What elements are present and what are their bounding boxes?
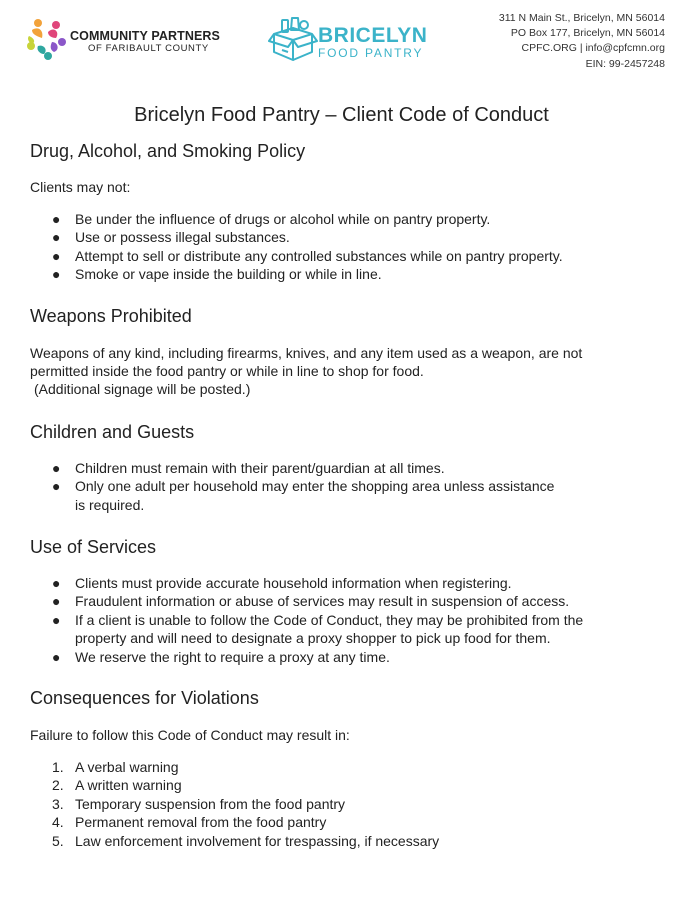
list-item-text: Permanent removal from the food pantry — [75, 814, 327, 831]
list-item-text: If a client is unable to follow the Code of Conduct, they may be prohibited from the property and will need to designate a proxy shopper to pick up food for them. — [75, 611, 584, 647]
list-item — [52, 832, 595, 850]
list-item — [52, 477, 565, 514]
ein-line: EIN: 99-2457248 — [585, 57, 665, 70]
list-item-text: Smoke or vape inside the building or while in line. — [75, 266, 382, 283]
list-item — [52, 210, 595, 228]
list-item-text: Temporary suspension from the food pantry — [75, 795, 346, 812]
pantry-name: BRICELYN — [318, 24, 428, 47]
number-marker: 5. — [52, 832, 64, 849]
org-subtitle: OF FARIBAULT COUNTY — [88, 43, 209, 54]
section-heading-services: Use of Services — [30, 537, 157, 557]
list-item — [52, 776, 595, 794]
list-item — [52, 459, 595, 477]
weapons-signage-note: (Additional signage will be posted.) — [34, 381, 251, 397]
list-item-text: A written warning — [75, 777, 182, 794]
contact-line: CPFC.ORG | info@cpfcmn.org — [521, 42, 665, 55]
community-partners-wordmark — [70, 30, 220, 54]
bullet-marker: ● — [52, 478, 61, 495]
bullet-marker: ● — [52, 593, 61, 610]
bullet-marker: ● — [52, 229, 61, 246]
list-item-text: Clients must provide accurate household information when registering. — [75, 575, 512, 591]
address-block — [499, 11, 665, 72]
community-partners-logo-icon — [24, 16, 70, 62]
list-item — [52, 648, 595, 666]
list-item — [52, 228, 595, 246]
section-heading-children: Children and Guests — [30, 422, 195, 442]
address-line: 311 N Main St., Bricelyn, MN 56014 — [498, 12, 665, 24]
drug-list — [52, 210, 595, 284]
list-item — [52, 265, 595, 283]
list-item-text: A verbal warning — [75, 759, 179, 775]
number-marker: 3. — [52, 795, 64, 812]
list-item — [52, 611, 585, 648]
bullet-marker: ● — [52, 266, 61, 283]
number-marker: 1. — [52, 759, 64, 775]
children-list — [52, 459, 595, 514]
list-item-text: Be under the influence of drugs or alcohol while on pantry property. — [75, 211, 491, 227]
bullet-marker: ● — [52, 247, 61, 264]
number-marker: 4. — [52, 814, 64, 831]
list-item-text: Fraudulent information or abuse of services may result in suspension of access. — [75, 593, 570, 610]
bullet-marker: ● — [52, 575, 61, 591]
list-item-text: Law enforcement involvement for trespassing, if necessary — [75, 832, 440, 849]
list-item — [52, 574, 595, 592]
list-item-text: Attempt to sell or distribute any controlled substances while on pantry property. — [75, 247, 563, 264]
food-box-logo-icon — [268, 14, 318, 64]
org-name: COMMUNITY PARTNERS — [70, 29, 220, 43]
section-heading-drug: Drug, Alcohol, and Smoking Policy — [30, 141, 306, 161]
bullet-marker: ● — [52, 211, 61, 227]
number-marker: 2. — [52, 777, 64, 794]
bullet-marker: ● — [52, 648, 61, 665]
list-item-text: Use or possess illegal substances. — [75, 229, 290, 246]
services-list — [52, 574, 595, 666]
list-item-text: Children must remain with their parent/guardian at all times. — [75, 460, 445, 476]
section-heading-weapons: Weapons Prohibited — [30, 306, 192, 326]
bullet-marker: ● — [52, 611, 61, 628]
consequences-list — [52, 758, 595, 850]
bullet-marker: ● — [52, 460, 61, 476]
list-item-text: We reserve the right to require a proxy at any time. — [75, 648, 390, 665]
list-item — [52, 592, 595, 610]
section-heading-consequences: Consequences for Violations — [30, 688, 259, 708]
list-item — [52, 758, 595, 776]
drug-intro: Clients may not: — [30, 179, 131, 195]
bricelyn-wordmark — [318, 26, 427, 59]
document-title: Bricelyn Food Pantry – Client Code of Conduct — [134, 104, 549, 126]
letterhead — [0, 0, 683, 80]
list-item — [52, 795, 595, 813]
list-item-text: Only one adult per household may enter the shopping area unless assistance is required. — [75, 478, 555, 513]
consequences-intro: Failure to follow this Code of Conduct may result in: — [30, 727, 350, 743]
address-line: PO Box 177, Bricelyn, MN 56014 — [510, 27, 665, 40]
list-item — [52, 247, 595, 265]
pantry-subtitle: FOOD PANTRY — [318, 46, 424, 60]
weapons-paragraph: Weapons of any kind, including firearms, knives, and any item used as a weapon, are not permitted inside the food pantry or while in line to shop for food. — [30, 345, 583, 379]
list-item — [52, 813, 595, 831]
